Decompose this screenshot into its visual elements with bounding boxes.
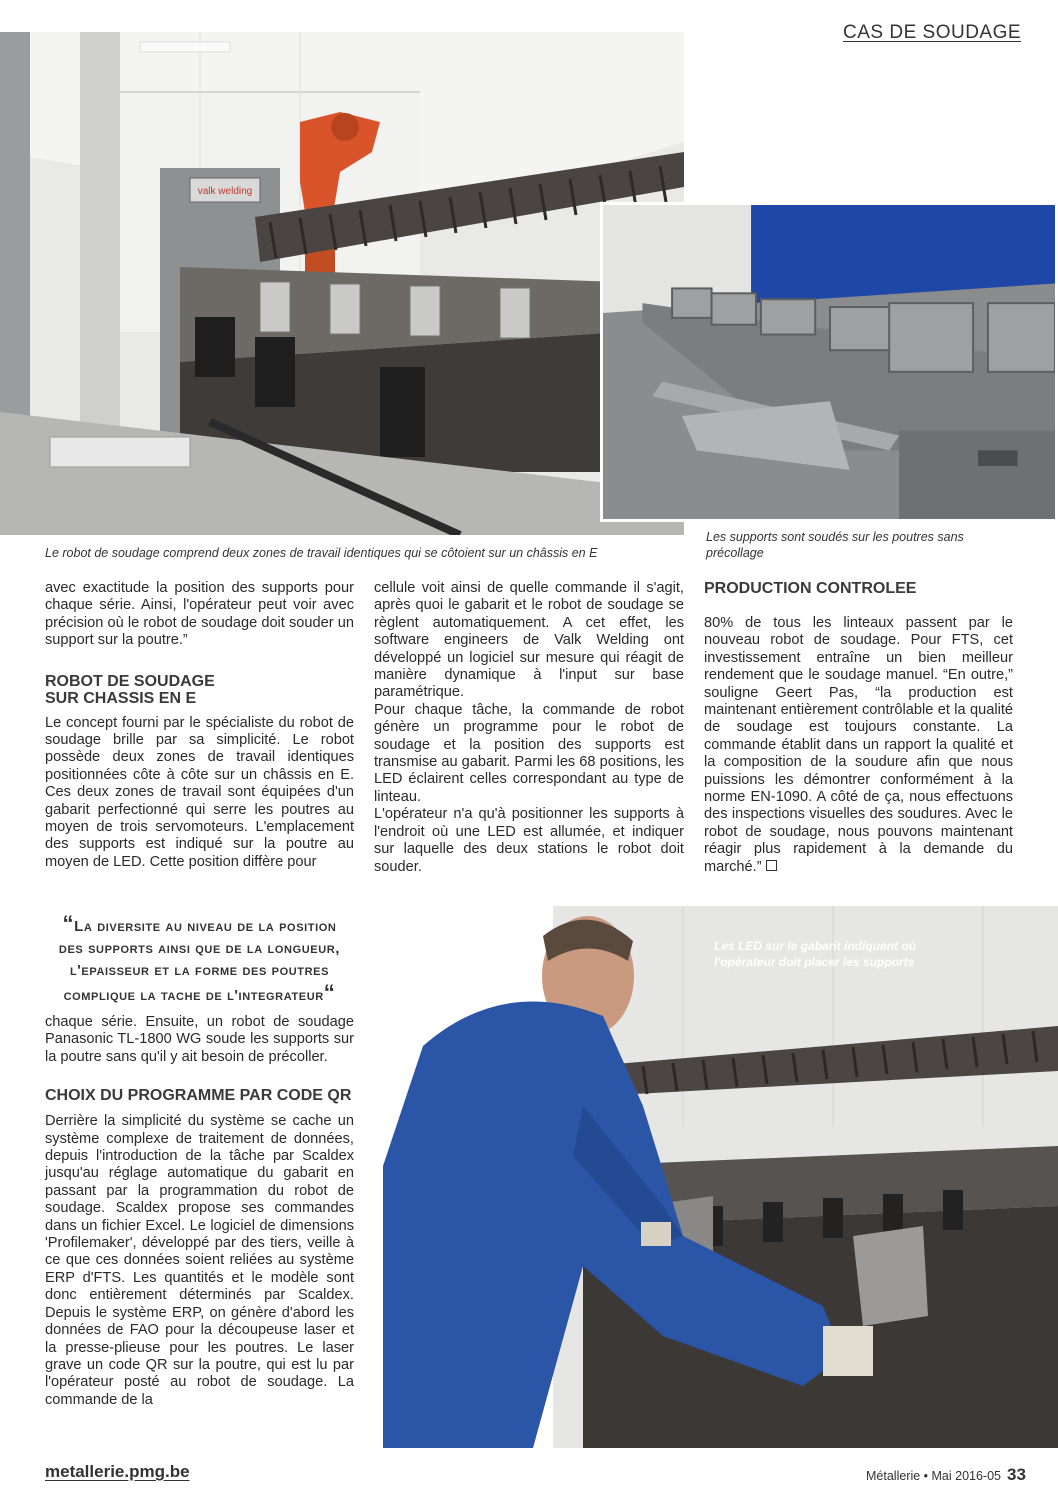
- footer-website-link[interactable]: metallerie.pmg.be: [45, 1462, 190, 1481]
- inset-photo-caption: Les supports sont soudés sur les poutres sans précollage: [706, 530, 964, 560]
- worker-caption-line1: Les LED sur le gabarit indiquent où: [714, 939, 917, 953]
- main-photo-caption: Le robot de soudage comprend deux zones de travail identiques qui se côtoient sur un châssis en E: [45, 546, 598, 560]
- col2-para3: L'opérateur n'a qu'à positionner les supports à l'endroit où une LED est allumée, et indiquer sur laquelle des deux stations le robot doit souder.: [374, 806, 684, 875]
- col3-para1: 80% de tous les linteaux passent par le nouveau robot de soudage. Pour FTS, cet investissement entraîne un bien meilleur rendement que le soudage manuel. “En outre,” souligne Geert Pas, “la production est maintenant entièrement contrôlable et la qualité de soudage est toujours constante. La commande établit dans un rapport la qualité et la composition de la soudure afin que nous puissions les démontrer conformément à la norme EN-1090. A côté de ça, nous effectuons des inspections visuelles des soudures. Avec le robot de soudage, nous pouvons maintenant réagir plus rapidement à la demande du marché.”: [704, 615, 1013, 875]
- pull-quote-line2: des supports ainsi que de la longueur,: [58, 940, 341, 957]
- col2-para1: cellule voit ainsi de quelle commande il s'agit, après quoi le gabarit et le robot de soudage se règlent automatiquement. A cet effet, les software engineers de Valk Welding ont développé un logiciel sur mesure qui réagit de manière dynamique à l'input sur base paramétrique.: [374, 580, 684, 701]
- pull-quote: “La diversite au niveau de la position des supports ainsi que de la longueur, l'epaisseur et la forme des poutres complique la tache de l'integrateur“: [45, 913, 354, 1007]
- col1-para1: Le concept fourni par le spécialiste du robot de soudage brille par sa simplicité. Le robot possède deux zones de travail identiques positionnées côte à côte sur un châssis en E. Ces deux zones de travail sont équipées d'un gabarit perfectionné qui serre les poutres au moyen de trois servomoteurs. L'emplacement des supports est indiqué sur la poutre au moyen de LED. Cette position diffère pour: [45, 714, 354, 870]
- footer-issue: [866, 1465, 1026, 1485]
- valk-logo-text: valk welding: [197, 186, 253, 197]
- heading-qr-program: CHOIX DU PROGRAMME PAR CODE QR: [45, 1087, 352, 1105]
- inset-photo: [600, 202, 1058, 522]
- worker-photo-caption: [714, 938, 954, 970]
- col1-para3: Derrière la simplicité du système se cache un système complexe de traitement de données, depuis l'introduction de la tâche par Scaldex jusqu'au réglage automatique du gabarit en passant par la programmation du robot de soudage. Scaldex propose ses commandes dans un fichier Excel. Le logiciel de dimensions 'Profilemaker', développé par des tiers, veille à ce que ces données soient reliées au système ERP d'FTS. Les quantités et le modèle sont donc entièrement déterminés par Scaldex. Depuis le système ERP, on génère d'abord les données de FAO pour la découpeuse laser et la presse-plieuse pour les poutres. Le laser grave un code QR sur la poutre, qui est lu par l'opérateur posté au robot de soudage. La commande de la: [45, 1113, 354, 1408]
- heading-robot-chassis-line2: SUR CHASSIS EN E: [45, 689, 197, 707]
- page-number: 33: [1007, 1465, 1026, 1484]
- section-tag: CAS DE SOUDAGE: [843, 22, 1022, 43]
- footer-magazine: Métallerie • Mai 2016-05: [866, 1469, 1001, 1483]
- col1-intro: avec exactitude la position des supports pour chaque série. Ainsi, l'opérateur peut voir avec précision où le robot de soudage doit souder un support sur la poutre.”: [45, 580, 354, 649]
- heading-robot-chassis-line1: ROBOT DE SOUDAGE: [45, 672, 215, 690]
- col1-para2: chaque série. Ensuite, un robot de soudage Panasonic TL-1800 WG soude les supports sur la poutre sans qu'il y ait besoin de précoller.: [45, 1014, 354, 1065]
- heading-production: PRODUCTION CONTROLEE: [704, 580, 917, 597]
- worker-caption-line2: l'opérateur doit placer les supports: [714, 955, 915, 969]
- main-photo: [0, 32, 684, 535]
- operator-illustration: [383, 906, 1058, 1448]
- pull-quote-line1: La diversite au niveau de la position: [74, 918, 337, 935]
- end-mark-icon: [766, 860, 777, 871]
- column-3: [704, 580, 1013, 876]
- pull-quote-line4: complique la tache de l'integrateur: [63, 987, 324, 1004]
- column-1-bottom: [45, 1014, 354, 1409]
- column-1-top: [45, 580, 354, 871]
- col2-para2: Pour chaque tâche, la commande de robot génère un programme pour le robot de soudage et la position des supports est transmise au gabarit. Parmi les 68 positions, les LED éclairent celles correspondant au type de linteau.: [374, 701, 684, 805]
- robot-welding-cell-illustration: [0, 32, 684, 535]
- worker-photo: [383, 906, 1058, 1448]
- pull-quote-line3: l'epaisseur et la forme des poutres: [69, 962, 330, 979]
- supports-on-beams-illustration: [603, 205, 1055, 519]
- column-2: [374, 580, 684, 876]
